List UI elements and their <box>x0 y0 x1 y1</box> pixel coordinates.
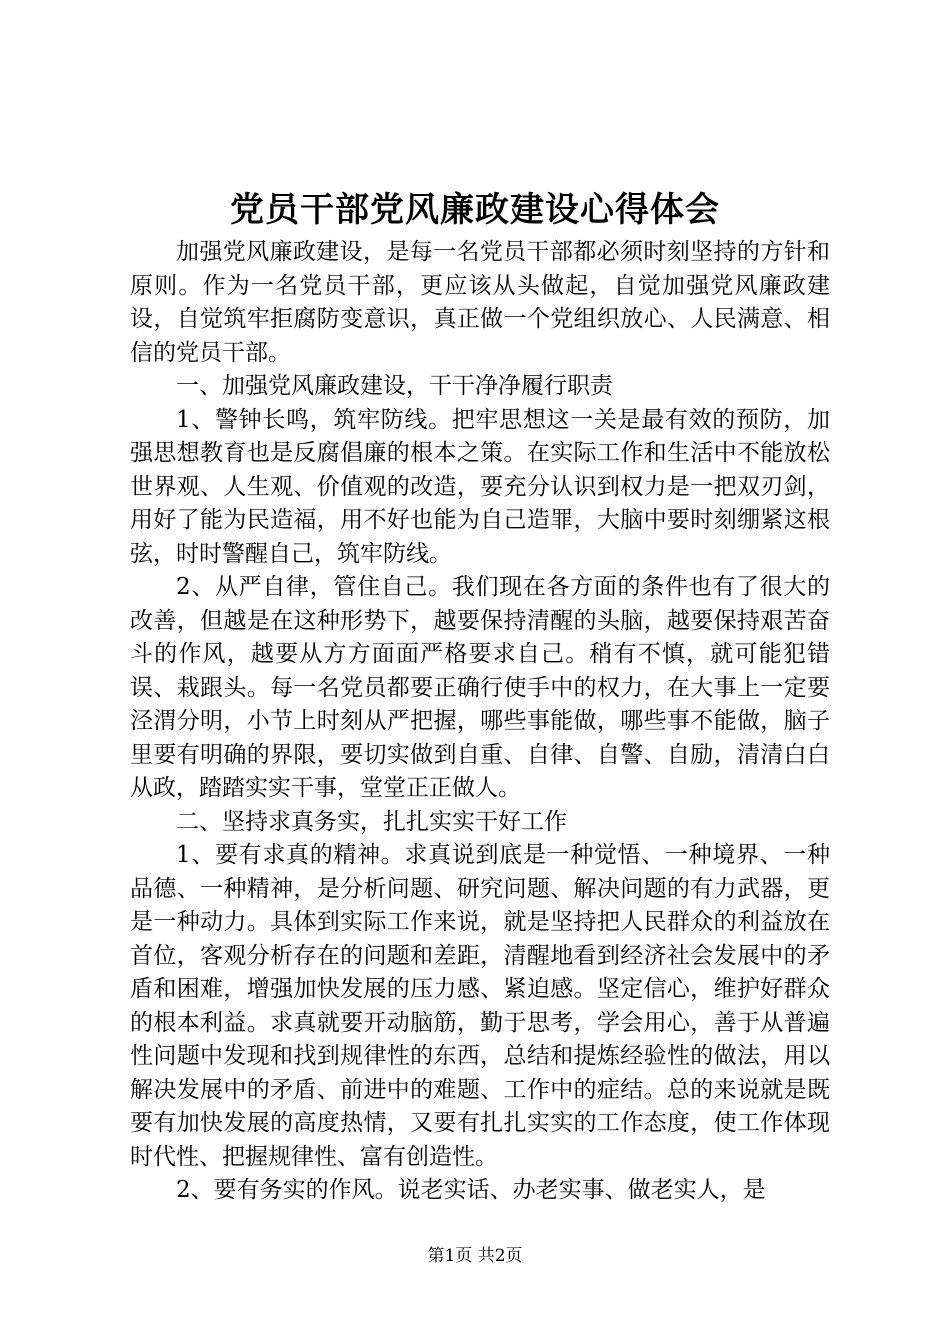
paragraph-1-1: 1、警钟长鸣，筑牢防线。把牢思想这一关是最有效的预防，加强思想教育也是反腐倡廉的根本之策。在实际工作和生活中不能放松世界观、人生观、价值观的改造，要充分认识到权力是一把双刃剑，用好了能为民造福，用不好也能为自己造罪，大脑中要时刻绷紧这根弦，时时警醒自己，筑牢防线。 <box>130 406 830 567</box>
section-heading-2: 二、坚持求真务实，扎扎实实干好工作 <box>176 808 567 835</box>
page-number: 第1页 共2页 <box>427 1246 523 1266</box>
paragraph-1-2: 2、从严自律，管住自己。我们现在各方面的条件也有了很大的改善，但越是在这种形势下，越要保持清醒的头脑，越要保持艰苦奋斗的作风，越要从方方面面严格要求自己。稍有不慎，就可能犯错误、栽跟头。每一名党员都要正确行使手中的权力，在大事上一定要泾渭分明，小节上时刻从严把握，哪些事能做，哪些事不能做，脑子里要有明确的界限，要切实做到自重、自律、自警、自励，清清白白从政，踏踏实实干事，堂堂正正做人。 <box>130 574 830 801</box>
section-heading-1: 一、加强党风廉政建设，干干净净履行职责 <box>176 373 613 399</box>
paragraph-2-1: 1、要有求真的精神。求真说到底是一种觉悟、一种境界、一种品德、一种精神，是分析问题、研究问题、解决问题的有力武器，更是一种动力。具体到实际工作来说，就是坚持把人民群众的利益放在首位，客观分析存在的问题和差距，清醒地看到经济社会发展中的矛盾和困难，增强加快发展的压力感、紧迫感。坚定信心，维护好群众的根本利益。求真就要开动脑筋，勤于思考，学会用心，善于从普遍性问题中发现和找到规律性的东西，总结和提炼经验性的做法，用以解决发展中的矛盾、前进中的难题、工作中的症结。总的来说就是既要有加快发展的高度热情，又要有扎扎实实的工作态度，使工作体现时代性、把握规律性、富有创造性。 <box>130 842 830 1170</box>
document-title: 党员干部党风廉政建设心得体会 <box>230 190 720 230</box>
paragraph-intro: 加强党风廉政建设，是每一名党员干部都必须时刻坚持的方针和原则。作为一名党员干部，更应该从头做起，自觉加强党风廉政建设，自觉筑牢拒腐防变意识，真正做一个党组织放心、人民满意、相信的党员干部。 <box>130 239 830 366</box>
document-body <box>130 236 830 1208</box>
paragraph-2-2: 2、要有务实的作风。说老实话、办老实事、做老实人，是 <box>176 1177 766 1203</box>
